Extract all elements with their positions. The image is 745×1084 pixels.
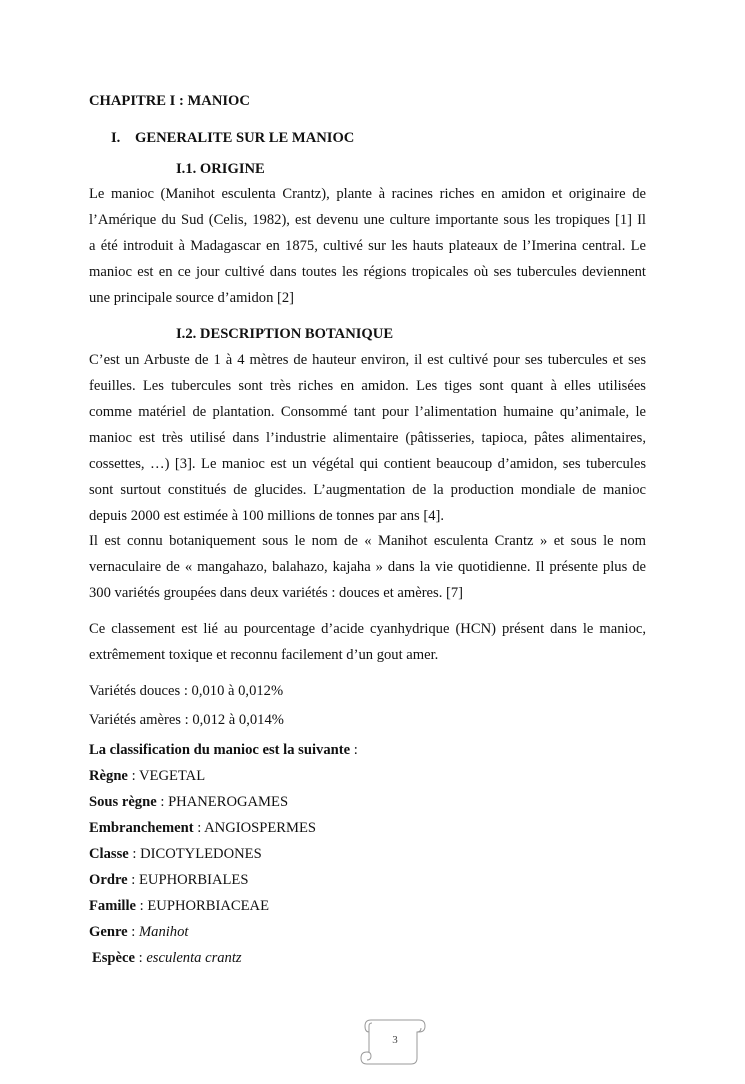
classification-intro-text: La classification du manioc est la suivante	[89, 742, 351, 758]
classification-row: Embranchement : ANGIOSPERMES	[89, 820, 317, 836]
section-heading	[111, 129, 668, 147]
classification-row: Famille : EUPHORBIACEAE	[89, 898, 269, 914]
classification-row: Sous règne : PHANEROGAMES	[89, 794, 289, 810]
classification-label: Ordre	[89, 872, 128, 888]
classification-label: Sous règne	[89, 794, 157, 810]
classification-label: Embranchement	[89, 820, 194, 836]
paragraph-line: sont surtout constitués de glucides. L’augmentation de la production mondiale de manioc	[89, 482, 646, 498]
classification-row: Ordre : EUPHORBIALES	[89, 872, 249, 888]
classification-value: Manihot	[139, 924, 189, 940]
paragraph-line: manioc est en ce jour cultivé dans toutes les régions tropicales où ses tubercules deviennent	[89, 264, 646, 280]
paragraph-line: Le manioc (Manihot esculenta Crantz), plante à racines riches en amidon et originaire de	[89, 186, 646, 202]
classification-row: Règne : VEGETAL	[89, 768, 206, 784]
classification-row: Classe : DICOTYLEDONES	[89, 846, 262, 862]
paragraph-line: comme matériel de plantation. Consommé tant pour l’alimentation humaine qu’animale, le	[89, 404, 646, 420]
classification-intro	[89, 741, 646, 759]
subsection-heading-origine: I.1. ORIGINE	[176, 161, 265, 177]
classification-intro-suffix: :	[350, 742, 358, 758]
subsection-heading-description: I.2. DESCRIPTION BOTANIQUE	[176, 326, 394, 342]
paragraph-line: depuis 2000 est estimée à 100 millions de tonnes par ans [4].	[89, 508, 445, 524]
paragraph-line: a été introduit à Madagascar en 1875, cultivé sur les hauts plateaux de l’Imerina central. Le	[89, 238, 646, 254]
paragraph-line: C’est un Arbuste de 1 à 4 mètres de hauteur environ, il est cultivé pour ses tubercules et ses	[89, 352, 646, 368]
classification-value: EUPHORBIALES	[139, 872, 249, 888]
paragraph-line: manioc est très utilisé dans l’industrie alimentaire (pâtisseries, tapioca, pâtes alimentaires,	[89, 430, 646, 446]
paragraph-line: Ce classement est lié au pourcentage d’acide cyanhydrique (HCN) présent dans le manioc,	[89, 621, 646, 637]
chapter-title: CHAPITRE I : MANIOC	[89, 93, 250, 109]
paragraph-line: Il est connu botaniquement sous le nom de « Manihot esculenta Crantz » et sous le nom	[89, 533, 646, 549]
classification-value: ANGIOSPERMES	[204, 820, 317, 836]
paragraph-line: une principale source d’amidon [2]	[89, 290, 295, 306]
page-number: 3	[392, 1034, 398, 1046]
classification-label: Genre	[89, 924, 128, 940]
variety-douces: Variétés douces : 0,010 à 0,012%	[89, 683, 284, 699]
classification-label: Famille	[89, 898, 137, 914]
paragraph-line: feuilles. Les tubercules sont très riches en amidon. Les tiges sont quant à elles utilisées	[89, 378, 646, 394]
variety-ameres: Variétés amères : 0,012 à 0,014%	[89, 712, 284, 728]
paragraph-line: extrêmement toxique et reconnu facilement d’un gout amer.	[89, 647, 439, 663]
classification-value: esculenta crantz	[146, 950, 242, 966]
paragraph-line: cossettes, …) [3]. Le manioc est un végétal qui contient beaucoup d’amidon, ses tubercules	[89, 456, 646, 472]
paragraph-line: 300 variétés groupées dans deux variétés : douces et amères. [7]	[89, 585, 464, 601]
classification-value: DICOTYLEDONES	[140, 846, 262, 862]
paragraph-line: vernaculaire de « mangahazo, balahazo, kajaha » dans la vie quotidienne. Il présente plus de	[89, 559, 646, 575]
classification-row: Genre : Manihot	[89, 924, 189, 940]
classification-label: Espèce	[92, 950, 135, 966]
section-title: GENERALITE SUR LE MANIOC	[135, 130, 355, 146]
paragraph-line: l’Amérique du Sud (Celis, 1982), est devenu une culture importante sous les tropiques [1] Il	[89, 212, 646, 228]
classification-value: PHANEROGAMES	[168, 794, 289, 810]
classification-label: Classe	[89, 846, 129, 862]
classification-row: Espèce : esculenta crantz	[92, 950, 242, 966]
classification-value: VEGETAL	[139, 768, 206, 784]
classification-value: EUPHORBIACEAE	[147, 898, 269, 914]
section-number: I.	[111, 130, 121, 146]
classification-label: Règne	[89, 768, 128, 784]
